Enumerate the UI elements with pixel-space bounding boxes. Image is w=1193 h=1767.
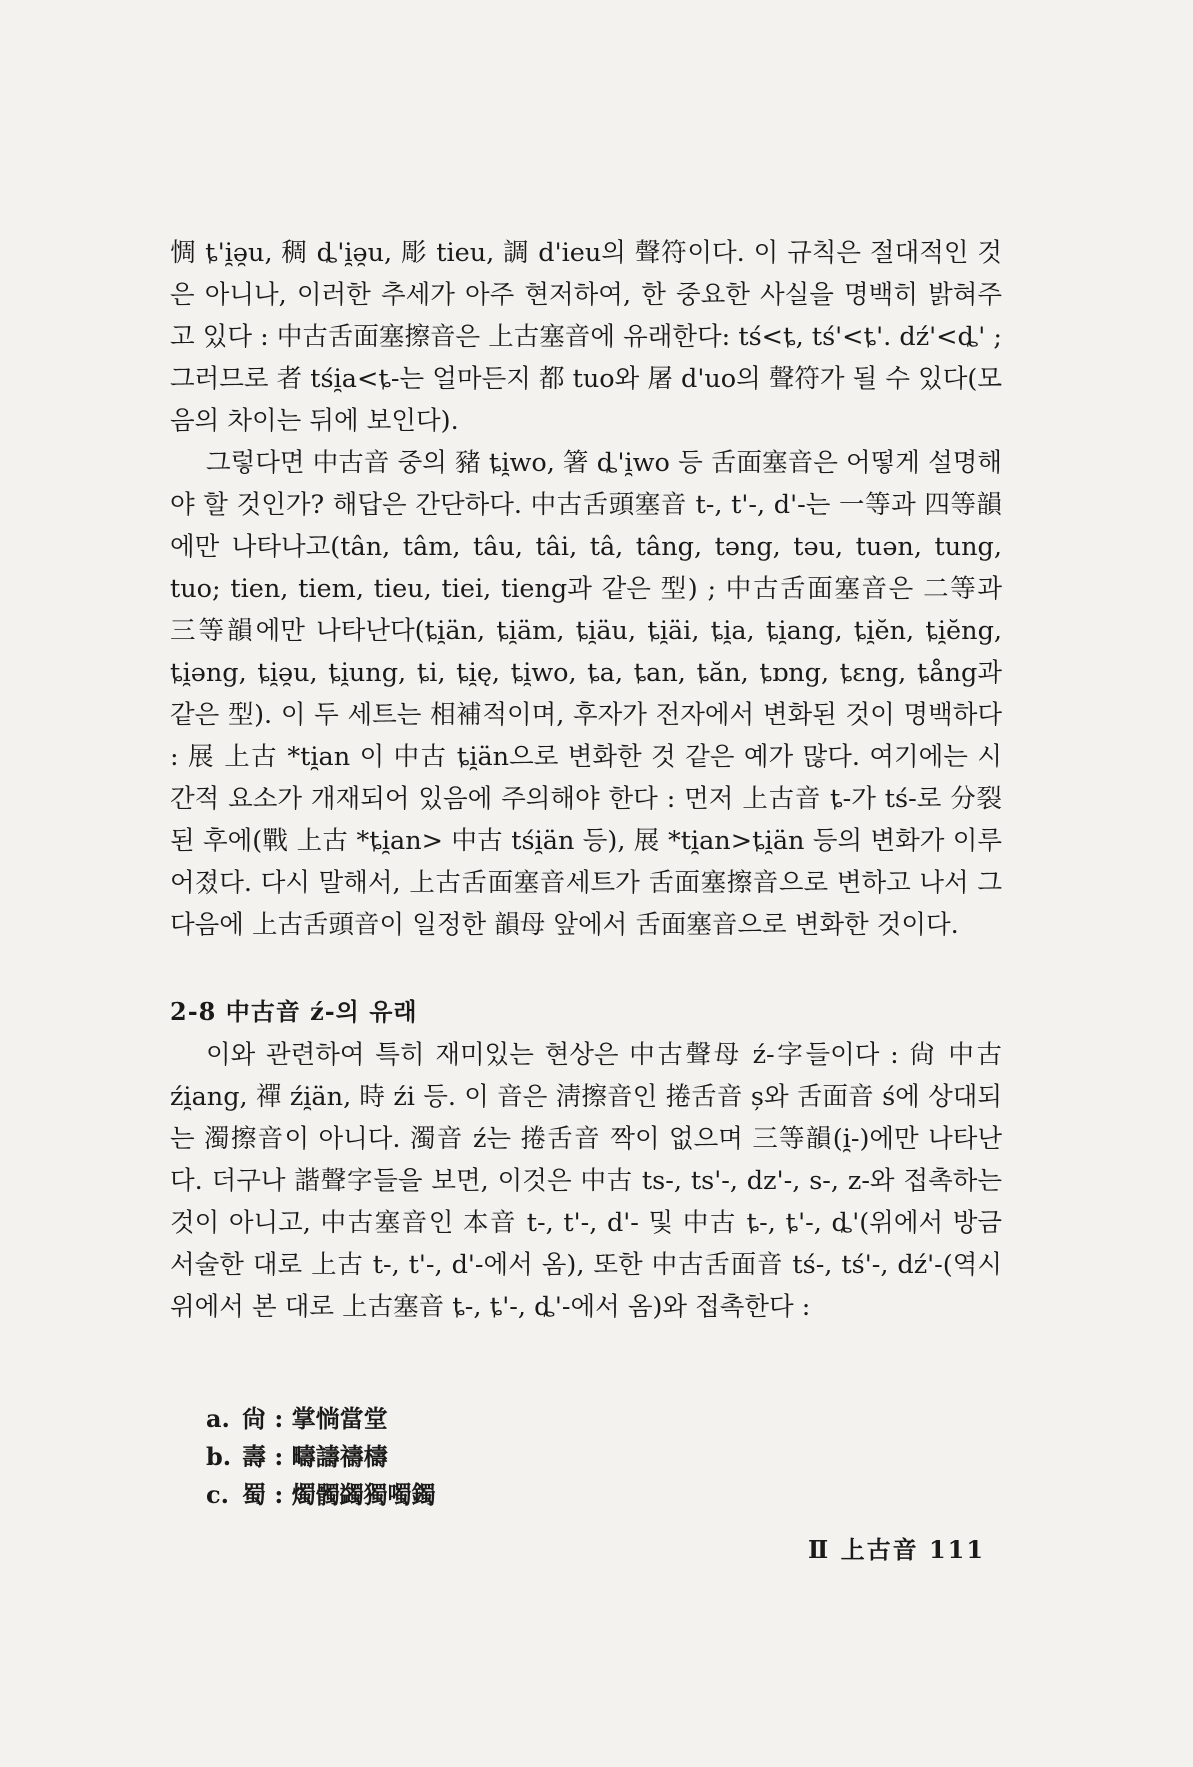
example-text: 蜀 : 燭髑蠲獨噣鐲 (242, 1480, 436, 1509)
section-title: 中古音 ź-의 유래 (225, 997, 418, 1026)
running-head: Ⅱ 上古音 (808, 1535, 919, 1564)
example-item (206, 1438, 436, 1476)
example-text: 壽 : 疇譸禱檮 (242, 1442, 388, 1471)
example-label: b. (206, 1442, 232, 1471)
paragraph-1: 惆 ȶ'i̯ə̯u, 稠 ȡ'i̯ə̯u, 彫 tieu, 調 d'ieu의 聲符이다. 이 규칙은 절대적인 것은 아니나, 이러한 추세가 아주 현저하여, 한 중요한 사실을 명백히 밝혀주고 있다 : 中古舌面塞擦音은 上古塞音에 유래한다: tś<ȶ, tś'<ȶ'. dź'<ȡ' ; 그러므로 者 tśi̯a<ȶ-는 얼마든지 都 tuo와 屠 d'uo의 聲符가 될 수 있다(모음의 차이는 뒤에 보인다). (170, 238, 1002, 436)
example-label: c. (206, 1480, 229, 1509)
section-number: 2-8 (170, 997, 217, 1026)
page-number: 111 (928, 1535, 986, 1564)
example-label: a. (206, 1404, 230, 1433)
example-item (206, 1400, 436, 1438)
paragraph-3: 이와 관련하여 특히 재미있는 현상은 中古聲母 ź-字들이다 : 尙 中古 źi̯ang, 禪 źi̯än, 時 źi 등. 이 音은 淸擦音인 捲舌音 ș와 舌面音 ś에 상대되는 濁擦音이 아니다. 濁音 ź는 捲舌音 짝이 없으며 三等韻(i̯-)에만 나타난다. 더구나 諧聲字들을 보면, 이것은 中古 ts-, ts'-, dz'-, s-, z-와 접촉하는 것이 아니고, 中古塞音인 本音 t-, t'-, d'- 및 中古 ȶ-, ȶ'-, ȡ'(위에서 방금 서술한 대로 上古 t-, t'-, d'-에서 옴), 또한 中古舌面音 tś-, tś'-, dź'-(역시 위에서 본 대로 上古塞音 ȶ-, ȶ'-, ȡ'-에서 옴)와 접촉한다 : (170, 1040, 1002, 1322)
example-text: 尙 : 掌惝當堂 (242, 1404, 388, 1433)
body-text (170, 232, 1002, 946)
paragraph-2: 그렇다면 中古音 중의 豬 ȶi̯wo, 箸 ȡ'i̯wo 등 舌面塞音은 어떻게 설명해야 할 것인가? 해답은 간단하다. 中古舌頭塞音 t-, t'-, d'-는 一等과 四等韻에만 나타나고(tân, tâm, tâu, tâi, tâ, tâng, tәng, tәu, tuәn, tung, tuo; tien, tiem, tieu, tiei, tieng과 같은 型) ; 中古舌面塞音은 二等과 三等韻에만 나타난다(ȶi̯än, ȶi̯äm, ȶi̯äu, ȶi̯äi, ȶi̯a, ȶi̯ang, ȶi̯ĕn, ȶi̯ĕng, ȶi̯әng, ȶi̯ә̯u, ȶi̯ung, ȶi, ȶi̯ę, ȶi̯wo, ȶa, ȶan, ȶăn, ȶɒng, ȶɛng, ȶång과 같은 型). 이 두 세트는 相補적이며, 후자가 전자에서 변화된 것이 명백하다 : 展 上古 *ti̯an 이 中古 ȶi̯än으로 변화한 것 같은 예가 많다. 여기에는 시간적 요소가 개재되어 있음에 주의해야 한다 : 먼저 上古音 ȶ-가 tś-로 分裂된 후에(戰 上古 *ȶi̯an> 中古 tśi̯än 등), 展 *ti̯an>ȶi̯än 등의 변화가 이루어졌다. 다시 말해서, 上古舌面塞音세트가 舌面塞擦音으로 변하고 나서 그 다음에 上古舌頭音이 일정한 韻母 앞에서 舌面塞音으로 변화한 것이다. (170, 448, 1002, 940)
example-item (206, 1476, 436, 1514)
section-heading (170, 992, 418, 1027)
page-footer (808, 1530, 985, 1565)
example-list (206, 1400, 436, 1514)
section-body (170, 1034, 1002, 1328)
